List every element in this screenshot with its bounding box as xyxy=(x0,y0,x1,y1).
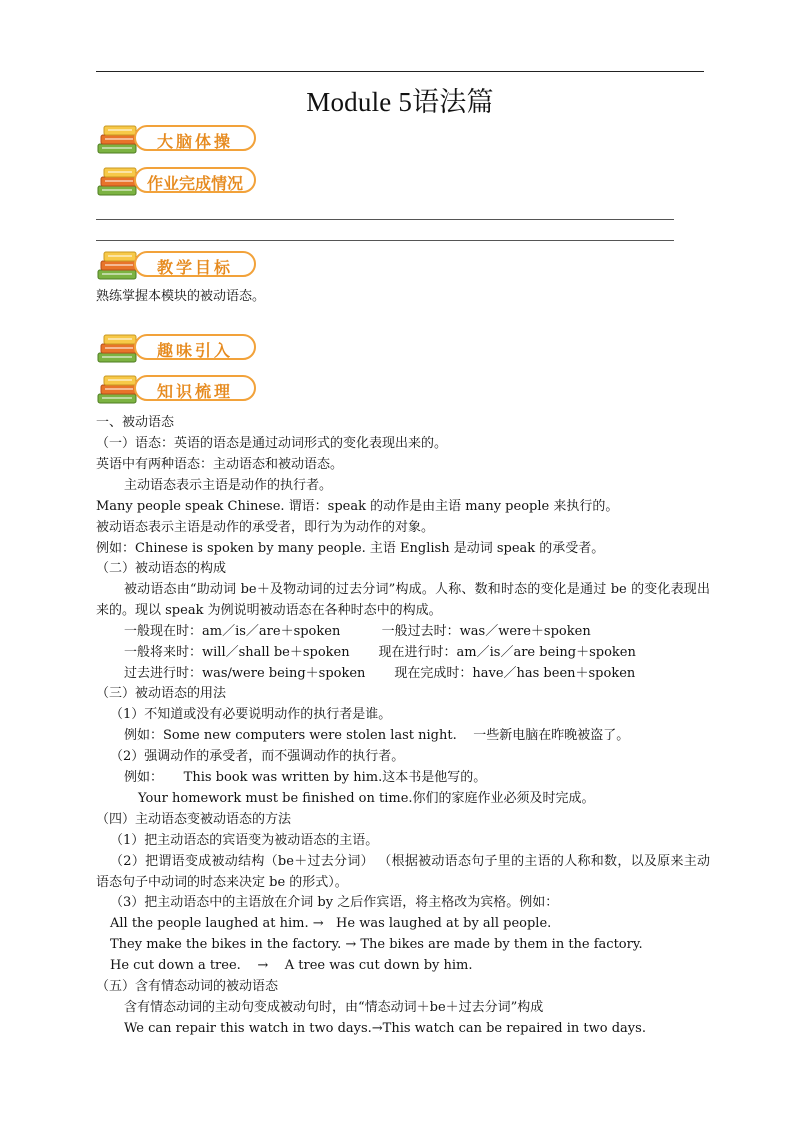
example-line: They make the bikes in the factory. → The bikes are made by them in the factory. xyxy=(110,937,643,952)
banner-plaque xyxy=(134,375,256,401)
body-line: Many people speak Chinese. 谓语：speak 的动作是由主语 many people 来执行的。 xyxy=(96,499,619,514)
subsection-heading: （四）主动语态变被动语态的方法 xyxy=(96,812,292,827)
example-line: All the people laughed at him. → He was laughed at by all people. xyxy=(110,916,552,931)
banner-knowledge-review xyxy=(96,368,261,408)
banner-plaque xyxy=(134,125,256,151)
body-line: （1）不知道或没有必要说明动作的执行者是谁。 xyxy=(110,707,392,722)
banner-plaque xyxy=(134,251,256,277)
tense-form-line: 过去进行时：was/were being＋spoken 现在完成时：have／has been＋spoken xyxy=(124,666,636,681)
banner-label: 作业完成情况 xyxy=(146,174,243,193)
subsection-heading: （五）含有情态动词的被动语态 xyxy=(96,979,279,994)
example-line: 例如：Some new computers were stolen last night. 一些新电脑在昨晚被盗了。 xyxy=(124,728,630,743)
header-rule xyxy=(96,71,704,72)
answer-line xyxy=(96,240,674,241)
goal-text: 熟练掌握本模块的被动语态。 xyxy=(96,289,266,304)
banner-fun-intro xyxy=(96,327,261,367)
tense-form-line: 一般现在时：am／is／are＋spoken 一般过去时：was／were＋spoken xyxy=(124,624,591,639)
body-line: （2）强调动作的承受者，而不强调动作的执行者。 xyxy=(110,749,405,764)
body-line: （1）把主动语态的宾语变为被动语态的主语。 xyxy=(110,833,379,848)
banner-label: 趣味引入 xyxy=(156,341,233,360)
banner-brain-exercise xyxy=(96,118,261,158)
answer-line xyxy=(96,219,674,220)
body-line: 主动语态表示主语是动作的执行者。 xyxy=(124,478,333,493)
section-heading: 一、被动语态 xyxy=(96,415,175,430)
tense-form-line: 一般将来时：will／shall be＋spoken 现在进行时：am／is／are being＋spoken xyxy=(124,645,636,660)
banner-plaque xyxy=(134,167,256,193)
subsection-heading: （三）被动语态的用法 xyxy=(96,686,227,701)
banner-label: 大脑体操 xyxy=(156,132,233,151)
banner-homework-status xyxy=(96,160,261,200)
body-paragraph: 被动语态由“助动词 be＋及物动词的过去分词”构成。人称、数和时态的变化是通过 be 的变化表现出来的。现以 speak 为例说明被动语态在各种时态中的构成。 xyxy=(96,582,710,618)
example-line: We can repair this watch in two days.→This watch can be repaired in two days. xyxy=(124,1021,646,1036)
banner-teaching-goal xyxy=(96,244,261,284)
example-line: Your homework must be finished on time.你们的家庭作业必须及时完成。 xyxy=(138,791,595,806)
banner-label: 知识梳理 xyxy=(156,382,233,401)
body-paragraph: （2）把谓语变成被动结构（be＋过去分词） （根据被动语态句子里的主语的人称和数，以及原来主动语态句子中动词的时态来决定 be 的形式）。 xyxy=(96,854,710,890)
banner-label: 教学目标 xyxy=(156,258,233,277)
page-title: Module 5语法篇 xyxy=(306,87,494,117)
body-line: 含有情态动词的主动句变成被动句时，由“情态动词＋be＋过去分词”构成 xyxy=(124,1000,544,1015)
body-line: （3）把主动语态中的主语放在介词 by 之后作宾语，将主格改为宾格。例如： xyxy=(110,895,559,910)
banner-plaque xyxy=(134,334,256,360)
body-line: 被动语态表示主语是动作的承受者，即行为为动作的对象。 xyxy=(96,520,435,535)
example-line: He cut down a tree. → A tree was cut down by him. xyxy=(110,958,473,973)
subsection-heading: （二）被动语态的构成 xyxy=(96,561,227,576)
body-line: 例如：Chinese is spoken by many people. 主语 English 是动词 speak 的承受者。 xyxy=(96,541,605,556)
subsection-heading: （一）语态：英语的语态是通过动词形式的变化表现出来的。 xyxy=(96,436,448,451)
example-line: 例如： This book was written by him.这本书是他写的。 xyxy=(124,770,487,785)
body-line: 英语中有两种语态：主动语态和被动语态。 xyxy=(96,457,344,472)
